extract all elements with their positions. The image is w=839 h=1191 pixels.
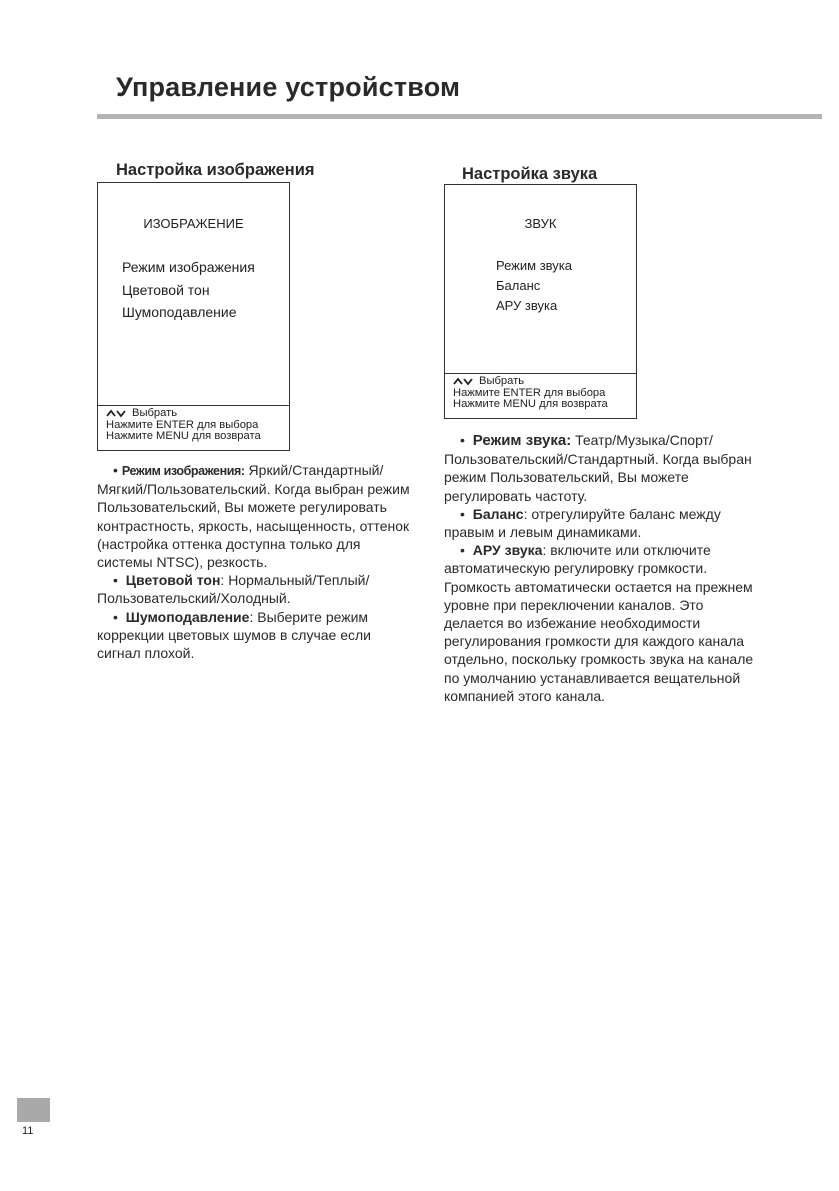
picture-menu-title: ИЗОБРАЖЕНИЕ (143, 216, 244, 231)
description-paragraph: • Шумоподавление: Выберите режим коррекции цветовых шумов в случае если сигнал плохой. (97, 608, 371, 662)
help-menu: Нажмите MENU для возврата (453, 398, 608, 410)
sound-menu-item-balance: Баланс (496, 278, 541, 293)
page-title: Управление устройством (116, 72, 461, 102)
picture-menu-item-noise-reduction: Шумоподавление (122, 304, 237, 320)
sound-menu-title: ЗВУК (524, 216, 557, 231)
term-picture-mode: Режим изображения: (121, 464, 245, 478)
sound-menu-item-mode: Режим звука (496, 258, 572, 273)
picture-menu-items (122, 256, 255, 324)
description-paragraph: • Режим звука: Театр/Музыка/Спорт/Пользовательский/Стандартный. Когда выбран режим Пользовательский, Вы можете регулировать частоту. (444, 432, 752, 504)
sound-menu-help (453, 376, 608, 411)
sound-description (444, 431, 762, 705)
term-noise-reduction: Шумоподавление (125, 608, 250, 625)
term-sound-mode: Режим звука: (472, 432, 572, 449)
help-menu: Нажмите MENU для возврата (106, 430, 261, 442)
description-paragraph: • Цветовой тон: Нормальный/Теплый/Пользовательский/Холодный. (97, 572, 370, 607)
sound-menu-box (444, 184, 637, 419)
description-paragraph: • Баланс: отрегулируйте баланс между правым и левым динамиками. (444, 505, 721, 541)
help-select: Выбрать (479, 375, 525, 387)
page-tab-marker (17, 1098, 50, 1122)
title-rule (97, 114, 822, 119)
sound-menu-items (496, 256, 572, 316)
description-paragraph: • Режим изображения: Яркий/Стандартный/Мягкий/Пользовательский. Когда выбран режим Пользовательский, Вы можете регулировать контрастность, яркость, насыщенность, оттенок (настройка оттенка доступна только для системы NTSC), резкость. (97, 462, 410, 571)
picture-menu-box (97, 182, 290, 451)
picture-menu-item-mode: Режим изображения (122, 259, 255, 275)
help-enter: Нажмите ENTER для выбора (453, 386, 606, 399)
picture-menu-help (106, 408, 261, 443)
up-down-arrows-icon (106, 409, 126, 418)
term-color-tone: Цветовой тон (125, 572, 221, 589)
term-balance: Баланс (472, 505, 524, 522)
sound-settings-heading: Настройка звука (462, 165, 598, 183)
sound-menu-item-avc: АРУ звука (496, 298, 558, 313)
description-paragraph: • АРУ звука: включите или отключите автоматическую регулировку громкости. Громкость автоматически остается на прежнем уровне при переключении каналов. Это делается во избежание необходимости регулирования громкости для каждого канала отдельно, поскольку громкость звука на канале по умолчанию устанавливается вещательной компанией этого канала. (444, 542, 754, 704)
term-avc: АРУ звука (472, 542, 543, 559)
picture-settings-heading: Настройка изображения (116, 161, 315, 179)
picture-menu-item-color-tone: Цветовой тон (122, 281, 210, 298)
menu-divider (445, 373, 636, 374)
menu-divider (98, 405, 289, 406)
picture-description (97, 461, 413, 662)
up-down-arrows-icon (453, 377, 473, 386)
page-number: 11 (22, 1125, 34, 1137)
help-select: Выбрать (132, 407, 178, 419)
help-enter: Нажмите ENTER для выбора (106, 418, 259, 431)
